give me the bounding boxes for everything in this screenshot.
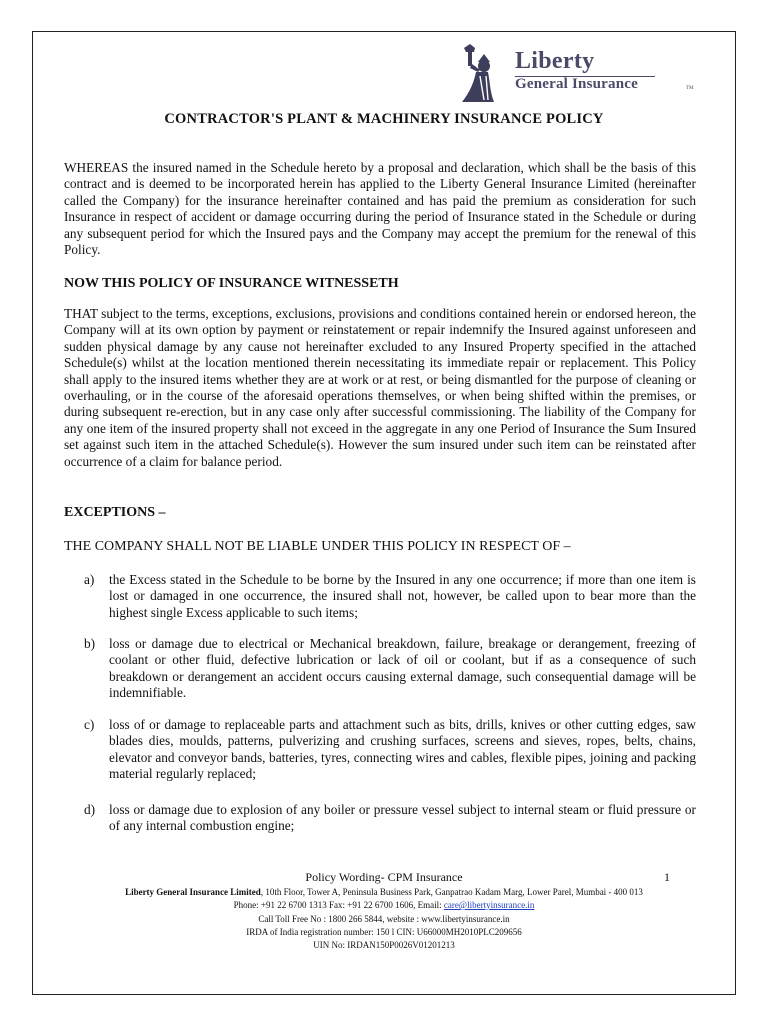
exception-text: loss of or damage to replaceable parts and attachment such as bits, drills, knives or other cutting edges, saw blades dies, moulds, patterns, pulverizing and crushing surfaces, screens and sieves, ropes, belts, chains, elevator and conveyor bands, batteries, tyres, connecting wires and cables, flexible pipes, joining and packing material regularly replaced; [109,717,696,782]
that-paragraph: THAT subject to the terms, exceptions, exclusions, provisions and conditions contained herein or endorsed hereon, the Company will at its own option by payment or reinstatement or repair indemnify the Insured against unforeseen and sudden physical damage by any cause not hereinafter excluded to any Insured Property specified in the attached Schedule(s) whilst at the location mentioned therein necessitating its immediate repair or replacement. This Policy shall apply to the insured items whether they are at work or at rest, or being dismantled for the purpose of cleaning or overhauling, or in the course of the aforesaid operations themselves, or when being shifted within the premises, or during subsequent re-erection, but in any case only after successful commissioning. The liability of the Company for any one item of the insured property shall not exceed in the aggregate in any one Period of Insurance the Sum Insured set against such item in the attached Schedule(s). However the sum insured under such item can be reinstated after occurrence of a claim for balance period. [64,306,696,469]
footer-irda: IRDA of India registration number: 150 l CIN: U66000MH2010PLC209656 [246,927,522,937]
company-logo [440,42,700,104]
footer-toll-free: Call Toll Free No : 1800 266 5844, website : www.libertyinsurance.in [258,914,510,924]
exception-item-b [84,636,696,702]
not-liable-heading: THE COMPANY SHALL NOT BE LIABLE UNDER THIS POLICY IN RESPECT OF – [64,539,571,554]
whereas-paragraph: WHEREAS the insured named in the Schedule hereto by a proposal and declaration, which shall be the basis of this contract and is deemed to be incorporated herein has applied to the Liberty General Insurance Limited (hereinafter called the Company) for the insurance hereinafter contained and has paid the premium as consideration for such Insurance in respect of accident or damage occurring during the period of Insurance stated in the Schedule or during any subsequent period for which the Insured pays and the Company may accept the premium for the renewal of this Policy. [64,160,696,258]
exception-marker: c) [84,717,95,732]
exception-marker: b) [84,636,96,651]
footer-phone [0,899,768,912]
page-number: 1 [664,870,670,884]
logo-name: Liberty [515,48,595,74]
footer-address-text: , 10th Floor, Tower A, Peninsula Business Park, Ganpatrao Kadam Marg, Lower Parel, Mumbai - 400 013 [260,887,643,897]
exception-marker: d) [84,802,96,817]
footer-address [0,886,768,899]
exception-item-c [84,717,696,783]
exception-text: loss or damage due to electrical or Mechanical breakdown, failure, breakage or derangement, freezing of coolant or other fluid, defective lubrication or lack of oil or coolant, but if as a consequence of such breakdown or derangement an accident occurs causing external damage, such consequential damage will be indemnifiable. [109,636,696,701]
exception-marker: a) [84,572,95,587]
footer-policy-wording: Policy Wording- CPM Insurance [305,870,463,884]
logo-subtitle: General Insurance [515,76,638,92]
exception-text: loss or damage due to explosion of any boiler or pressure vessel subject to internal steam or fluid pressure or of any internal combustion engine; [109,802,696,834]
statue-of-liberty-icon [444,42,506,104]
footer-company-name: Liberty General Insurance Limited [125,887,261,897]
exceptions-heading: EXCEPTIONS – [64,505,166,520]
logo-trademark: TM [686,86,694,91]
witnesseth-heading: NOW THIS POLICY OF INSURANCE WITNESSETH [64,276,399,291]
exception-item-d [84,802,696,835]
exception-text: the Excess stated in the Schedule to be borne by the Insured in any one occurrence; if more than one item is lost or damaged in one occurrence, the insured shall not, however, be called upon to bear more than the highest single Excess applicable to such items; [109,572,696,620]
exception-item-a [84,572,696,621]
footer-uin: UIN No: IRDAN150P0026V01201213 [313,940,455,950]
page-title: CONTRACTOR'S PLANT & MACHINERY INSURANCE POLICY [164,111,604,127]
footer-phone-text: Phone: +91 22 6700 1313 Fax: +91 22 6700 1606, Email: [233,900,444,910]
footer-email-link[interactable]: care@libertyinsurance.in [443,900,535,910]
